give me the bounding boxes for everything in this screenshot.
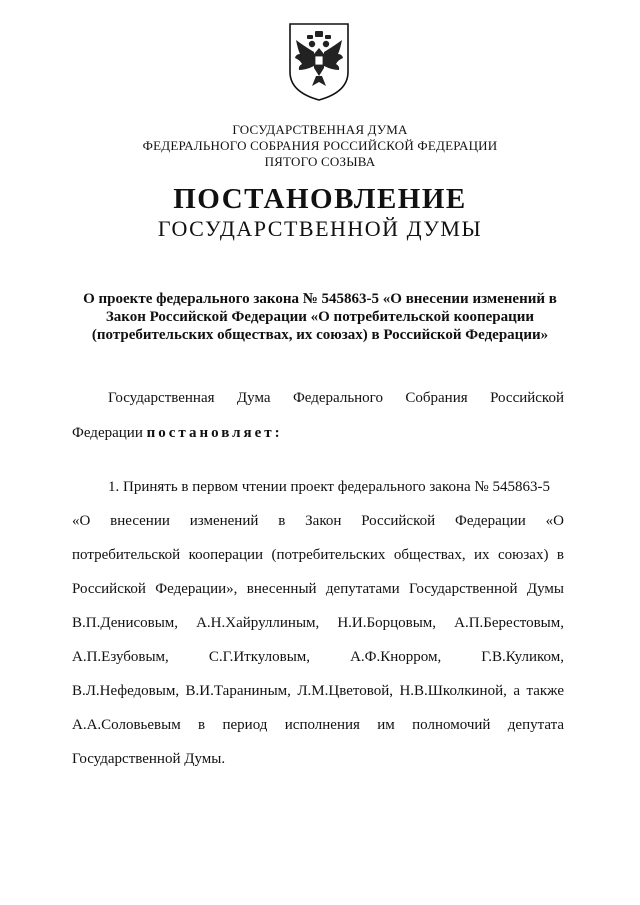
paragraph-line: В.П.Денисовым, А.Н.Хайруллиным, Н.И.Борцовым, А.П.Берестовым, bbox=[72, 615, 564, 631]
paragraph-line: В.Л.Нефедовым, В.И.Тараниным, Л.М.Цветовой, Н.В.Школкиной, а также bbox=[72, 683, 564, 699]
header-line-1: ГОСУДАРСТВЕННАЯ ДУМА bbox=[232, 122, 408, 137]
header-line-3: ПЯТОГО СОЗЫВА bbox=[264, 154, 376, 169]
paragraph-line: «О внесении изменений в Закон Российской Федерации «О bbox=[72, 513, 564, 529]
preamble-line-2 bbox=[72, 425, 564, 442]
preamble-line-1: Государственная Дума Федерального Собрания Российской bbox=[108, 390, 564, 406]
paragraph-line: Российской Федерации», внесенный депутатами Государственной Думы bbox=[72, 581, 564, 597]
preamble-resolves: постановляет: bbox=[146, 425, 283, 441]
coat-of-arms-emblem bbox=[286, 20, 352, 102]
paragraph-line: Государственной Думы. bbox=[72, 751, 226, 767]
subject-line-2: Закон Российской Федерации «О потребительской кооперации bbox=[105, 309, 535, 325]
paragraph-line: А.П.Езубовым, С.Г.Иткуловым, А.Ф.Кнорром, Г.В.Куликом, bbox=[72, 649, 564, 665]
header-line-2: ФЕДЕРАЛЬНОГО СОБРАНИЯ РОССИЙСКОЙ ФЕДЕРАЦИИ bbox=[142, 138, 498, 153]
paragraph-line: потребительской кооперации (потребительских обществах, их союзах) в bbox=[72, 547, 564, 563]
document-subtitle: ГОСУДАРСТВЕННОЙ ДУМЫ bbox=[157, 216, 483, 241]
paragraph-line: А.А.Соловьевым в период исполнения им полномочий депутата bbox=[72, 717, 564, 733]
subject-line-3: (потребительских обществах, их союзах) в Российской Федерации» bbox=[91, 327, 549, 343]
document-title: ПОСТАНОВЛЕНИЕ bbox=[173, 183, 467, 215]
paragraph-line: 1. Принять в первом чтении проект федерального закона № 545863-5 bbox=[108, 479, 550, 495]
subject-line-1: О проекте федерального закона № 545863-5 «О внесении изменений в bbox=[83, 291, 557, 307]
preamble-prefix: Федерации bbox=[72, 425, 147, 441]
